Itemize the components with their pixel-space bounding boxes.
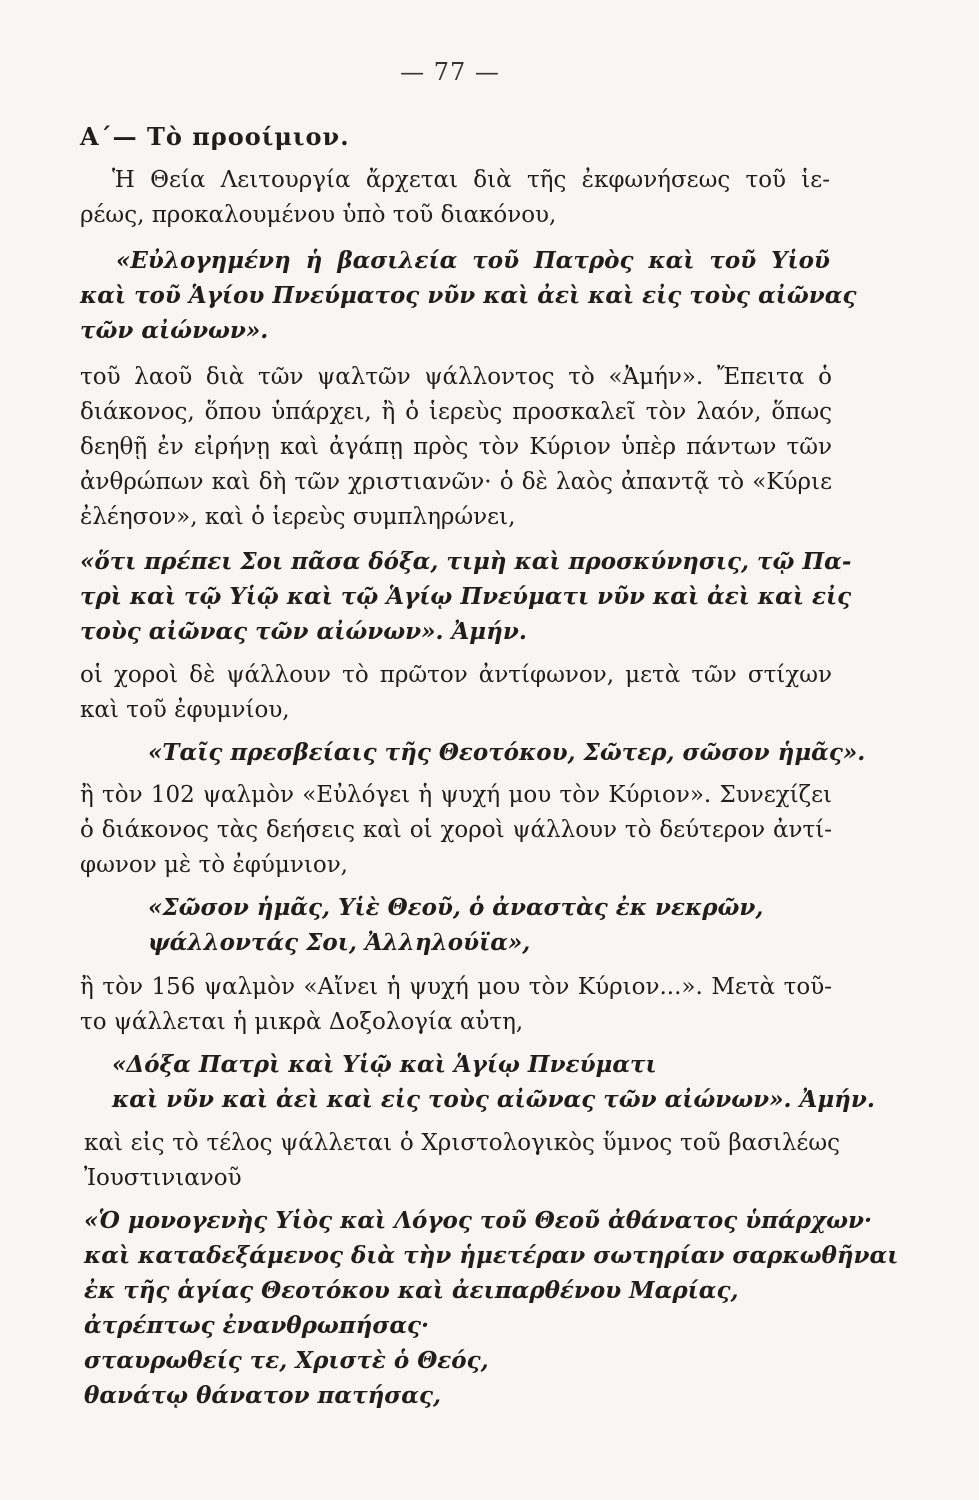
quote-line: τοὺς αἰῶνας τῶν αἰώνων». Ἀμήν. xyxy=(80,618,527,645)
quote-line: «Δόξα Πατρὶ καὶ Υἱῷ καὶ Ἁγίῳ Πνεύματι xyxy=(112,1051,657,1078)
quote-line: καὶ νῦν καὶ ἀεὶ καὶ εἰς τοὺς αἰῶνας τῶν αἰώνων». Ἀμήν. xyxy=(112,1086,875,1113)
quote-line: ἀτρέπτως ἐνανθρωπήσας· xyxy=(84,1312,430,1339)
quote-line: ἐκ τῆς ἁγίας Θεοτόκου καὶ ἀειπαρθένου Μαρίας, xyxy=(84,1277,739,1304)
quote-line: σταυρωθείς τε, Χριστὲ ὁ Θεός, xyxy=(84,1347,489,1374)
text-line: φωνον μὲ τὸ ἐφύμνιον, xyxy=(80,852,348,878)
text-line: καὶ εἰς τὸ τέλος ψάλλεται ὁ Χριστολογικὸς ὕμνος τοῦ βασιλέως xyxy=(84,1130,840,1156)
quote-line: «Ὁ μονογενὴς Υἱὸς καὶ Λόγος τοῦ Θεοῦ ἀθάνατος ὑπάρχων· xyxy=(84,1207,873,1234)
quote-line: καὶ καταδεξάμενος διὰ τὴν ἡμετέραν σωτηρίαν σαρκωθῆναι xyxy=(84,1242,899,1269)
text-line: ἀνθρώπων καὶ δὴ τῶν χριστιανῶν· ὁ δὲ λαὸς ἀπαντᾷ τὸ «Κύριε xyxy=(80,469,832,495)
text-line: τοῦ λαοῦ διὰ τῶν ψαλτῶν ψάλλοντος τὸ «Ἀμήν». Ἔπειτα ὁ xyxy=(80,364,832,390)
quote-line: τῶν αἰώνων». xyxy=(80,317,269,344)
quote-line: θανάτῳ θάνατον πατήσας, xyxy=(84,1382,441,1409)
quote-line: «ὅτι πρέπει Σοι πᾶσα δόξα, τιμὴ καὶ προσκύνησις, τῷ Πα- xyxy=(80,548,852,575)
text-line: ἐλέησον», καὶ ὁ ἱερεὺς συμπληρώνει, xyxy=(80,504,516,530)
quote-line: «Ταῖς πρεσβείαις τῆς Θεοτόκου, Σῶτερ, σῶσον ἡμᾶς». xyxy=(148,739,866,766)
text-line: ἢ τὸν 156 ψαλμὸν «Αἴνει ἡ ψυχή μου τὸν Κύριον...». Μετὰ τοῦ- xyxy=(80,974,832,1000)
text-line: ρέως, προκαλουμένου ὑπὸ τοῦ διακόνου, xyxy=(80,202,557,228)
section-heading: Α΄— Τὸ προοίμιον. xyxy=(80,122,350,151)
quote-line: «Εὐλογημένη ἡ βασιλεία τοῦ Πατρὸς καὶ τοῦ Υἱοῦ xyxy=(116,247,830,274)
quote-line: καὶ τοῦ Ἁγίου Πνεύματος νῦν καὶ ἀεὶ καὶ εἰς τοὺς αἰῶνας xyxy=(80,282,857,309)
page-number: — 77 — xyxy=(400,58,500,86)
text-line: διάκονος, ὅπου ὑπάρχει, ἢ ὁ ἱερεὺς προσκαλεῖ τὸν λαόν, ὅπως xyxy=(80,399,832,425)
quote-line: ψάλλοντάς Σοι, Ἀλληλούϊα», xyxy=(148,929,531,956)
quote-line: «Σῶσον ἡμᾶς, Υἱὲ Θεοῦ, ὁ ἀναστὰς ἐκ νεκρῶν, xyxy=(148,894,764,921)
text-line: δεηθῇ ἐν εἰρήνῃ καὶ ἀγάπῃ πρὸς τὸν Κύριον ὑπὲρ πάντων τῶν xyxy=(80,434,832,460)
text-line: οἱ χοροὶ δὲ ψάλλουν τὸ πρῶτον ἀντίφωνον, μετὰ τῶν στίχων xyxy=(80,662,832,688)
text-line: ὁ διάκονος τὰς δεήσεις καὶ οἱ χοροὶ ψάλλουν τὸ δεύτερον ἀντί- xyxy=(80,817,832,843)
text-line: ἢ τὸν 102 ψαλμὸν «Εὐλόγει ἡ ψυχή μου τὸν Κύριον». Συνεχίζει xyxy=(80,782,832,808)
text-line: το ψάλλεται ἡ μικρὰ Δοξολογία αὐτη, xyxy=(80,1009,524,1035)
quote-line: τρὶ καὶ τῷ Υἱῷ καὶ τῷ Ἁγίῳ Πνεύματι νῦν καὶ ἀεὶ καὶ εἰς xyxy=(80,583,852,610)
text-line: Ἡ Θεία Λειτουργία ἄρχεται διὰ τῆς ἐκφωνήσεως τοῦ ἱε- xyxy=(112,167,830,193)
text-line: καὶ τοῦ ἐφυμνίου, xyxy=(80,697,290,723)
text-line: Ἰουστινιανοῦ xyxy=(84,1165,242,1191)
